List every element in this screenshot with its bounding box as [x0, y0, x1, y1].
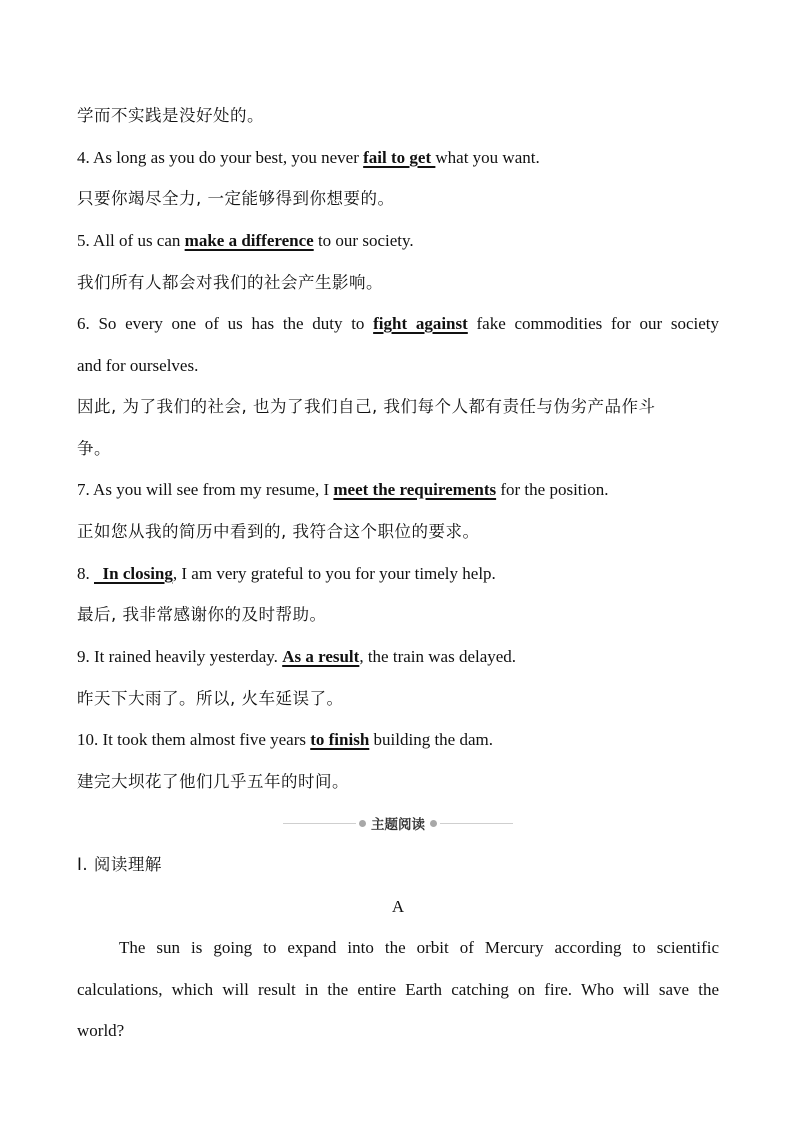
divider-dot-icon	[430, 820, 437, 827]
translation-line: 最后, 我非常感谢你的及时帮助。	[77, 605, 327, 624]
passage-line: The sun is going to expand into the orbit of Mercury according to scientific	[119, 938, 719, 957]
section-divider-label: 主题阅读	[371, 817, 425, 833]
passage-line: calculations, which will result in the entire Earth catching on fire. Who will save the	[77, 980, 719, 999]
sentence-text: to our society.	[313, 231, 414, 250]
translation-line: 争。	[77, 439, 111, 458]
passage-label: A	[391, 897, 405, 916]
translation-line: 因此, 为了我们的社会, 也为了我们自己, 我们每个人都有责任与伪劣产品作斗	[77, 397, 656, 416]
sentence-text: 9. It rained heavily yesterday.	[77, 647, 283, 666]
sentence-text: what you want.	[435, 148, 540, 167]
section-heading: Ⅰ. 阅读理解	[77, 855, 162, 874]
sentence-text: 7. As you will see from my resume, I	[77, 480, 334, 499]
sentence-text: 8.	[77, 564, 94, 583]
translation-line: 我们所有人都会对我们的社会产生影响。	[77, 273, 383, 292]
sentence-text: for the position.	[496, 480, 609, 499]
sentence-text: , I am very grateful to you for your timely help.	[172, 564, 496, 583]
sentence-7	[77, 479, 719, 501]
sentence-text: , the train was delayed.	[359, 647, 517, 666]
sentence-text: fake commodities for our society	[467, 314, 719, 333]
sentence-text: building the dam.	[369, 730, 493, 749]
sentence-text: 4. As long as you do your best, you never	[77, 148, 364, 167]
answer-blank: make a difference	[184, 231, 314, 250]
translation-line: 只要你竭尽全力, 一定能够得到你想要的。	[77, 189, 395, 208]
sentence-text: 10. It took them almost five years	[77, 730, 311, 749]
sentence-10	[77, 729, 719, 751]
answer-blank: fail to get	[363, 148, 436, 167]
answer-blank: In closing	[94, 564, 173, 583]
section-divider	[283, 812, 513, 834]
passage-line: world?	[77, 1021, 125, 1040]
sentence-4	[77, 147, 719, 169]
translation-line: 昨天下大雨了。所以, 火车延误了。	[77, 689, 344, 708]
sentence-8	[77, 563, 719, 585]
sentence-5	[77, 230, 719, 252]
answer-blank: fight against	[373, 314, 468, 333]
sentence-6-continued: and for ourselves.	[77, 356, 199, 375]
divider-rule	[440, 823, 513, 824]
answer-blank: As a result	[282, 647, 360, 666]
answer-blank: to finish	[310, 730, 370, 749]
translation-line: 建完大坝花了他们几乎五年的时间。	[77, 772, 349, 791]
translation-line: 学而不实践是没好处的。	[77, 106, 264, 125]
translation-line: 正如您从我的简历中看到的, 我符合这个职位的要求。	[77, 522, 480, 541]
divider-rule	[283, 823, 356, 824]
sentence-text: 5. All of us can	[77, 231, 185, 250]
sentence-6	[77, 313, 719, 335]
sentence-9	[77, 646, 719, 668]
answer-blank: meet the requirements	[333, 480, 497, 499]
divider-dot-icon	[359, 820, 366, 827]
sentence-text: 6. So every one of us has the duty to	[77, 314, 374, 333]
